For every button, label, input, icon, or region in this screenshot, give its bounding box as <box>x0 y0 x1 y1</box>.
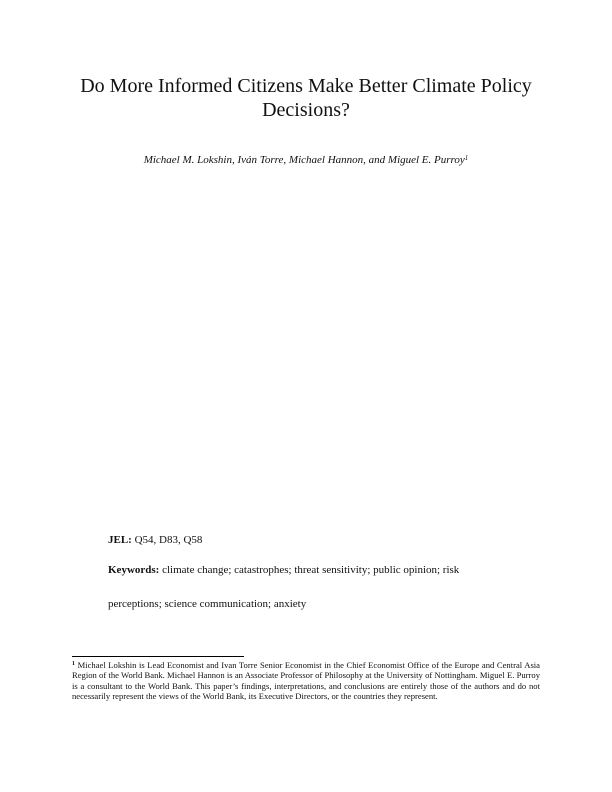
jel-codes: Q54, D83, Q58 <box>134 534 203 546</box>
author-list <box>60 153 552 167</box>
paper-title: Do More Informed Citizens Make Better Climate Policy Decisions? <box>80 75 532 121</box>
keywords <box>108 563 488 577</box>
author-footnote-marker: 1 <box>464 154 469 162</box>
keywords-line-2: perceptions; science communication; anxiety <box>108 598 307 610</box>
keywords-line-1: climate change; catastrophes; threat sensitivity; public opinion; risk <box>162 564 460 576</box>
author-footnote <box>72 660 540 702</box>
jel-label: JEL: <box>108 534 132 546</box>
footnote-marker: 1 <box>72 661 75 667</box>
footnote-text: Michael Lokshin is Lead Economist and Ivan Torre Senior Economist in the Chief Economist Office of the Europe and Central Asia Region of the World Bank. Michael Hannon is an Associate Professor of Philosophy at the University of Nottingham. Miguel E. Purroy is a consultant to the World Bank. This paper’s findings, interpretations, and conclusions are entirely those of the authors and do not necessarily represent the views of the World Bank, its Executive Directors, or the countries they represent. <box>72 660 540 702</box>
footnote-divider <box>72 656 244 657</box>
author-names: Michael M. Lokshin, Iván Torre, Michael Hannon, and Miguel E. Purroy <box>143 154 465 166</box>
keywords-label: Keywords: <box>108 564 160 576</box>
jel-classification <box>108 533 202 547</box>
